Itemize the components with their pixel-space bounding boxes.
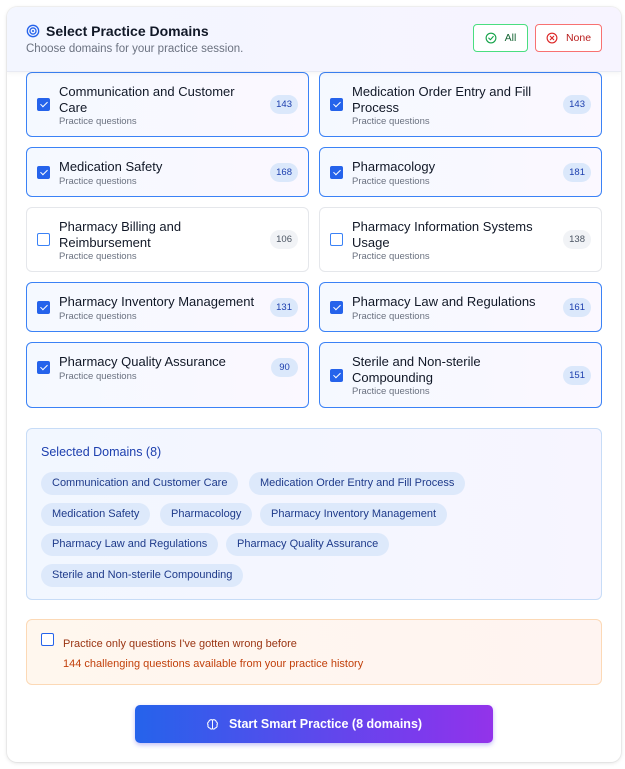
target-icon bbox=[26, 24, 40, 38]
selected-domain-chip: Sterile and Non-sterile Compounding bbox=[41, 564, 243, 587]
domain-name: Medication Order Entry and Fill Process bbox=[352, 84, 532, 115]
domain-name: Medication Safety bbox=[59, 159, 163, 174]
domain-name: Pharmacy Quality Assurance bbox=[59, 354, 226, 369]
wrong-only-description: 144 challenging questions available from your practice history bbox=[63, 658, 364, 670]
question-count-badge: 106 bbox=[270, 230, 298, 249]
start-button-label: Start Smart Practice (8 domains) bbox=[228, 717, 423, 731]
check-circle-icon bbox=[485, 32, 497, 44]
domain-subtitle: Practice questions bbox=[59, 116, 137, 127]
domain-checkbox[interactable] bbox=[37, 361, 50, 374]
domain-subtitle: Practice questions bbox=[352, 311, 430, 322]
domain-card-law-regulations[interactable] bbox=[319, 282, 602, 332]
domain-checkbox[interactable] bbox=[330, 233, 343, 246]
domain-checkbox[interactable] bbox=[330, 166, 343, 179]
selected-domains-box bbox=[26, 428, 602, 600]
domain-name: Sterile and Non-sterile Compounding bbox=[352, 354, 481, 385]
selected-domain-chip: Pharmacy Law and Regulations bbox=[41, 533, 218, 556]
domain-checkbox[interactable] bbox=[330, 369, 343, 382]
practice-domains-panel bbox=[7, 7, 621, 762]
select-all-button[interactable] bbox=[473, 24, 528, 52]
domain-subtitle: Practice questions bbox=[352, 386, 430, 397]
selected-domains-title: Selected Domains (8) bbox=[41, 445, 162, 459]
wrong-only-label[interactable]: Practice only questions I've gotten wrong before bbox=[63, 638, 297, 650]
domain-name: Pharmacology bbox=[352, 159, 436, 174]
question-count-badge: 181 bbox=[563, 163, 591, 182]
domain-subtitle: Practice questions bbox=[352, 251, 430, 262]
domain-card-pharmacology[interactable] bbox=[319, 147, 602, 197]
domain-card-medication-order-entry[interactable] bbox=[319, 72, 602, 137]
selected-domain-chip: Medication Safety bbox=[41, 503, 150, 526]
domain-name: Pharmacy Law and Regulations bbox=[352, 294, 536, 309]
page-subtitle: Choose domains for your practice session. bbox=[26, 43, 244, 55]
domain-card-information-systems[interactable] bbox=[319, 207, 602, 272]
selected-domain-chip: Pharmacy Quality Assurance bbox=[226, 533, 389, 556]
domain-card-quality-assurance[interactable] bbox=[26, 342, 309, 408]
question-count-badge: 131 bbox=[270, 298, 298, 317]
question-count-badge: 168 bbox=[270, 163, 298, 182]
question-count-badge: 151 bbox=[563, 366, 591, 385]
question-count-badge: 90 bbox=[271, 358, 298, 377]
select-none-button[interactable] bbox=[535, 24, 602, 52]
domain-subtitle: Practice questions bbox=[352, 176, 430, 187]
select-all-label: All bbox=[504, 32, 517, 44]
domain-name: Pharmacy Information Systems Usage bbox=[352, 219, 533, 250]
start-smart-practice-button[interactable] bbox=[135, 705, 493, 743]
domain-card-medication-safety[interactable] bbox=[26, 147, 309, 197]
selected-domain-chip: Pharmacology bbox=[160, 503, 252, 526]
domain-subtitle: Practice questions bbox=[352, 116, 430, 127]
domain-checkbox[interactable] bbox=[37, 301, 50, 314]
domain-checkbox[interactable] bbox=[330, 98, 343, 111]
select-none-label: None bbox=[565, 32, 592, 44]
selected-domain-chip: Pharmacy Inventory Management bbox=[260, 503, 447, 526]
domain-checkbox[interactable] bbox=[37, 233, 50, 246]
question-count-badge: 161 bbox=[563, 298, 591, 317]
page-title bbox=[26, 23, 209, 39]
question-count-badge: 143 bbox=[563, 95, 591, 114]
wrong-questions-option bbox=[26, 619, 602, 685]
domain-card-compounding[interactable] bbox=[319, 342, 602, 408]
domain-subtitle: Practice questions bbox=[59, 371, 137, 382]
domain-name: Pharmacy Billing and Reimbursement bbox=[59, 219, 182, 250]
domain-card-billing-reimbursement[interactable] bbox=[26, 207, 309, 272]
domain-subtitle: Practice questions bbox=[59, 176, 137, 187]
domain-checkbox[interactable] bbox=[330, 301, 343, 314]
page-title-text: Select Practice Domains bbox=[46, 23, 209, 39]
brain-icon bbox=[206, 718, 219, 731]
domain-card-communication[interactable] bbox=[26, 72, 309, 137]
domain-name: Pharmacy Inventory Management bbox=[59, 294, 255, 309]
domain-name: Communication and Customer Care bbox=[59, 84, 235, 115]
domain-subtitle: Practice questions bbox=[59, 251, 137, 262]
domain-checkbox[interactable] bbox=[37, 166, 50, 179]
panel-header bbox=[7, 7, 621, 72]
domain-subtitle: Practice questions bbox=[59, 311, 137, 322]
domain-checkbox[interactable] bbox=[37, 98, 50, 111]
selected-domain-chip: Communication and Customer Care bbox=[41, 472, 238, 495]
selected-domain-chip: Medication Order Entry and Fill Process bbox=[249, 472, 465, 495]
question-count-badge: 143 bbox=[270, 95, 298, 114]
question-count-badge: 138 bbox=[563, 230, 591, 249]
wrong-only-checkbox[interactable] bbox=[41, 633, 54, 646]
x-circle-icon bbox=[546, 32, 558, 44]
domain-card-inventory-management[interactable] bbox=[26, 282, 309, 332]
